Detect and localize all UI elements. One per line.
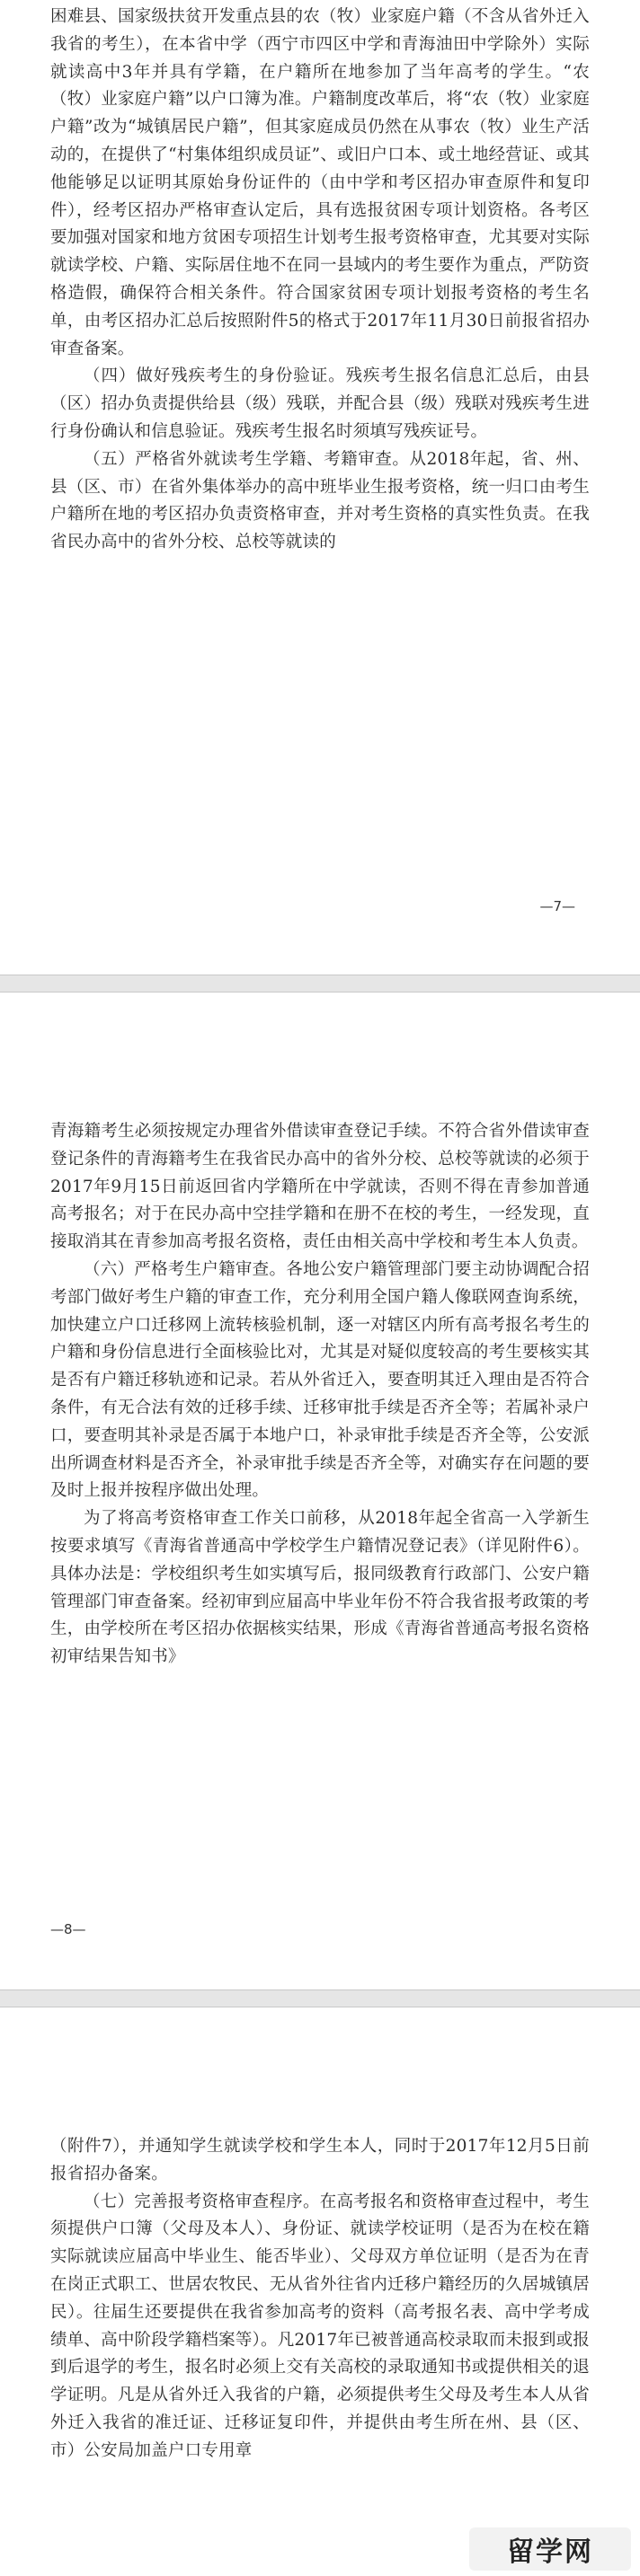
paragraph: （四）做好残疾考生的身份验证。残疾考生报名信息汇总后，由县（区）招办负责提供给县（级）残联，并配合县（级）残联对残疾考生进行身份确认和信息验证。残疾考生报名时须填写残疾证号。 xyxy=(50,366,590,441)
page-1-body xyxy=(50,4,590,557)
paragraph: 困难县、国家级扶贫开发重点县的农（牧）业家庭户籍（不含从省外迁入我省的考生），在本省中学（西宁市四区中学和青海油田中学除外）实际就读高中3年并具有学籍，在户籍所在地参加了当年高考的学生。“农（牧）业家庭户籍”以户口簿为准。户籍制度改革后，将“农（牧）业家庭户籍”改为“城镇居民户籍”，但其家庭成员仍然在从事农（牧）业生产活动的，在提供了“村集体组织成员证”、或旧户口本、或土地经营证、或其他能够足以证明其原始身份证件的（由中学和考区招办审查原件和复印件），经考区招办严格审查认定后，具有选报贫困专项计划资格。各考区要加强对国家和地方贫困专项招生计划考生报考资格审查，尤其要对实际就读学校、户籍、实际居住地不在同一县域内的考生要作为重点，严防资格造假，确保符合相关条件。符合国家贫困专项计划报考资格的考生名单，由考区招办汇总后按照附件5的格式于2017年11月30日前报省招办审查备案。 xyxy=(50,7,590,358)
page-number: —8— xyxy=(50,1921,86,1937)
paragraph: 青海籍考生必须按规定办理省外借读审查登记手续。不符合省外借读审查登记条件的青海籍考生在我省民办高中的省外分校、总校等就读的必须于2017年9月15日前返回省内学籍所在中学就读，否则不得在青参加普通高考报名；对于在民办高中空挂学籍和在册不在校的考生，一经发现，直接取消其在青参加高考报名资格，责任由相关高中学校和考生本人负责。 xyxy=(50,1122,590,1252)
page-separator xyxy=(0,1989,640,2007)
paragraph: （六）严格考生户籍审查。各地公安户籍管理部门要主动协调配合招考部门做好考生户籍的审查工作，充分利用全国户籍人像联网查询系统，加快建立户口迁移网上流转核验机制，逐一对辖区内所有高考报名考生的户籍和身份信息进行全面核验比对，尤其是对疑似度较高的考生要核实其是否有户籍迁移轨迹和记录。若从外省迁入，要查明其迁入理由是否符合条件，有无合法有效的迁移手续、迁移审批手续是否齐全等；若属补录户口，要查明其补录是否属于本地户口，补录审批手续是否齐全等，公安派出所调查材料是否齐全，补录审批手续是否齐全等，对确实存在问题的要及时上报并按程序做出处理。 xyxy=(50,1259,590,1501)
document-page-2 xyxy=(0,992,640,1989)
page-separator xyxy=(0,975,640,992)
paragraph: （附件7），并通知学生就读学校和学生本人，同时于2017年12月5日前报省招办备案。 xyxy=(50,2137,590,2183)
site-watermark-logo xyxy=(469,2527,631,2571)
page-3-body xyxy=(50,2133,590,2466)
document-page-3 xyxy=(0,2007,640,2576)
paragraph: 为了将高考资格审查工作关口前移，从2018年起全省高一入学新生按要求填写《青海省普通高中学校学生户籍情况登记表》（详见附件6）。具体办法是：学校组织考生如实填写后，报同级教育行政部门、公安户籍管理部门审查备案。经初审到应届高中毕业年份不符合我省报考政策的考生，由学校所在考区招办依据核实结果，形成《青海省普通高考报名资格初审结果告知书》 xyxy=(50,1509,590,1667)
paragraph: （五）严格省外就读考生学籍、考籍审查。从2018年起，省、州、县（区、市）在省外集体举办的高中班毕业生报考资格，统一归口由考生户籍所在地的考区招办负责资格审查，并对考生资格的真实性负责。在我省民办高中的省外分校、总校等就读的 xyxy=(50,449,590,552)
page-number: —7— xyxy=(539,898,575,914)
watermark-text: 留学网 xyxy=(507,2536,593,2568)
paragraph: （七）完善报考资格审查程序。在高考报名和资格审查过程中，考生须提供户口簿（父母及本人）、身份证、就读学校证明（是否为在校在籍实际就读应届高中毕业生、能否毕业）、父母双方单位证明（是否为在青在岗正式职工、世居农牧民、无从省外往省内迁移户籍经历的久居城镇居民）。往届生还要提供在我省参加高考的资料（高考报名表、高中学考成绩单、高中阶段学籍档案等）。凡2017年已被普通高校录取而未报到或报到后退学的考生，报名时必须上交有关高校的录取通知书或提供相关的退学证明。凡是从省外迁入我省的户籍，必须提供考生父母及考生本人从省外迁入我省的准迁证、迁移证复印件，并提供由考生所在州、县（区、市）公安局加盖户口专用章 xyxy=(50,2192,590,2460)
page-2-body xyxy=(50,1118,590,1672)
document-page-1 xyxy=(0,0,640,975)
